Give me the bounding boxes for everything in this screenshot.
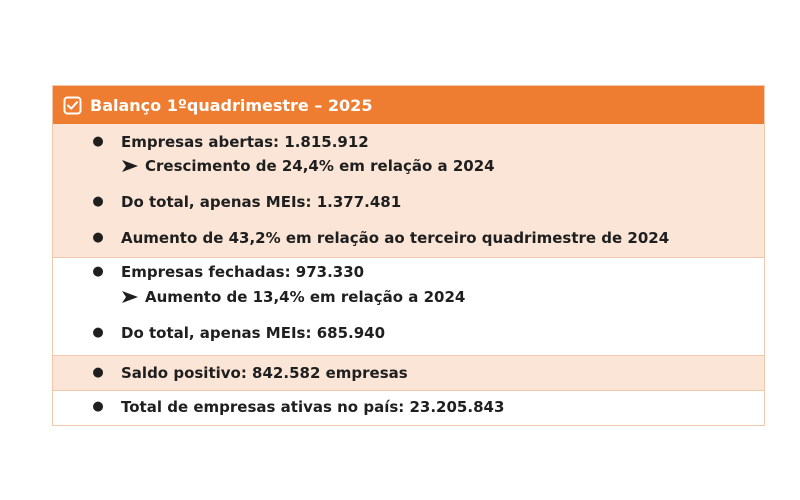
list-item-opened-increase xyxy=(53,226,669,250)
arrow-right-icon xyxy=(121,290,139,304)
section-closed xyxy=(53,258,764,355)
section-opened xyxy=(53,124,764,257)
bullet: ● xyxy=(92,365,104,380)
list-item-total xyxy=(53,395,504,419)
summary-card xyxy=(52,85,765,426)
list-subitem-opened-growth xyxy=(53,154,495,178)
list-item-opened xyxy=(53,130,369,154)
opened-meis: Do total, apenas MEIs: 1.377.481 xyxy=(121,193,402,211)
closed-count: Empresas fechadas: 973.330 xyxy=(121,263,365,281)
card-header xyxy=(53,86,764,124)
bullet: ● xyxy=(92,264,104,279)
list-item-opened-meis xyxy=(53,190,401,214)
list-subitem-closed-growth xyxy=(53,285,465,309)
opened-growth: Crescimento de 24,4% em relação a 2024 xyxy=(145,157,495,175)
bullet: ● xyxy=(92,325,104,340)
list-item-closed xyxy=(53,260,364,284)
opened-increase: Aumento de 43,2% em relação ao terceiro quadrimestre de 2024 xyxy=(121,229,670,247)
bullet: ● xyxy=(92,194,104,209)
arrow-right-icon xyxy=(121,159,139,173)
card-title: Balanço 1ºquadrimestre – 2025 xyxy=(90,95,373,115)
section-balance xyxy=(53,356,764,390)
bullet: ● xyxy=(92,399,104,414)
bullet: ● xyxy=(92,230,104,245)
total-value: Total de empresas ativas no país: 23.205.843 xyxy=(121,398,505,416)
closed-meis: Do total, apenas MEIs: 685.940 xyxy=(121,324,386,342)
opened-count: Empresas abertas: 1.815.912 xyxy=(121,133,369,151)
closed-growth: Aumento de 13,4% em relação a 2024 xyxy=(145,288,466,306)
checkbox-icon xyxy=(63,96,82,115)
section-total xyxy=(53,391,764,425)
bullet: ● xyxy=(92,134,104,149)
list-item-closed-meis xyxy=(53,321,385,345)
balance-value: Saldo positivo: 842.582 empresas xyxy=(121,364,408,382)
list-item-balance xyxy=(53,361,408,385)
